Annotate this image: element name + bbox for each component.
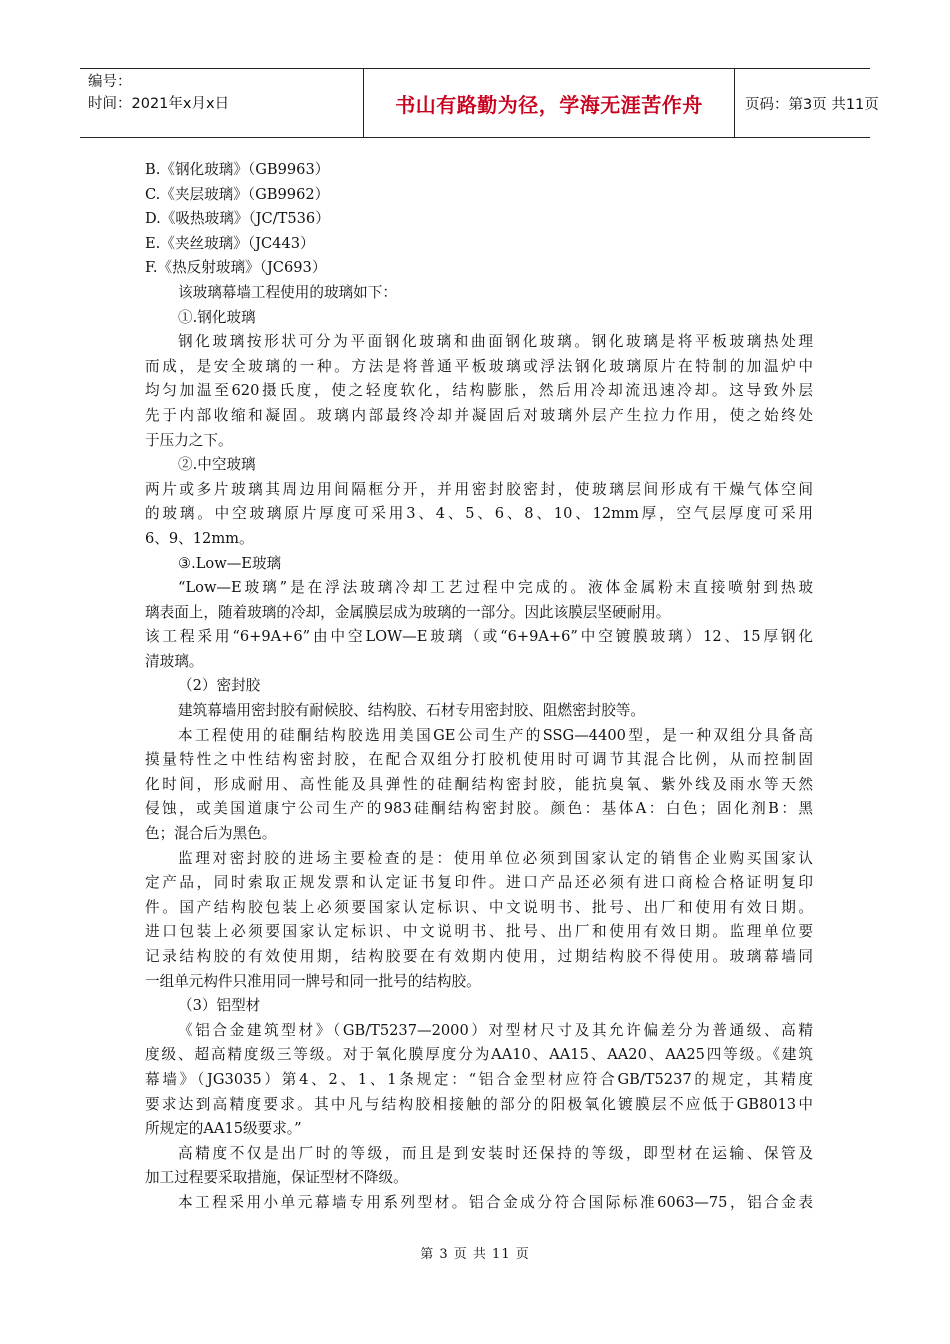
body-text-line: 进口包装上必须要国家认定标识、中文说明书、批号、出厂和使用有效日期。监理单位要 [145, 923, 813, 941]
body-text-line: 加工过程要采取措施，保证型材不降级。 [145, 1169, 408, 1187]
body-text-line: 记录结构胶的有效使用期，结构胶要在有效期内使用，过期结构胶不得使用。玻璃幕墙同 [145, 948, 813, 965]
body-text-line: 要求达到高精度要求。其中凡与结构胶相接触的部分的阳极氧化镀膜层不应低于GB8013中 [145, 1095, 813, 1113]
body-text-line: 该工程采用“6+9A+6”由中空LOW—E玻璃（或“6+9A+6”中空镀膜玻璃）12、15厚钢化 [145, 628, 813, 646]
header-meta [88, 71, 288, 115]
body-text-line: 而成，是安全玻璃的一种。方法是将普通平板玻璃或浮法钢化玻璃原片在特制的加温炉中 [145, 357, 813, 375]
body-text-line: 本工程采用小单元幕墙专用系列型材。铝合金成分符合国际标准6063—75，铝合金表 [178, 1193, 813, 1211]
body-text-line: 该玻璃幕墙工程使用的玻璃如下： [178, 283, 397, 301]
page-header [80, 68, 879, 138]
body-text-line: C.《夹层玻璃》（GB9962） [145, 185, 330, 203]
body-text-line: 定产品，同时索取正规发票和认定证书复印件。进口产品还必须有进口商检合格证明复印 [145, 874, 813, 892]
body-text-line: 度级、超高精度级三等级。对于氧化膜厚度分为AA10、AA15、AA20、AA25四等级。《建筑 [145, 1046, 813, 1064]
body-text-line: 建筑幕墙用密封胶有耐候胶、结构胶、石材专用密封胶、阻燃密封胶等。 [178, 702, 646, 720]
body-text-line: 摸量特性之中性结构密封胶，在配合双组分打胶机使用时可调节其混合比例，从而控制固 [145, 751, 813, 769]
body-text-line: 璃表面上，随着玻璃的冷却，金属膜层成为玻璃的一部分。因此该膜层坚硬耐用。 [145, 603, 671, 621]
body-text-line: ②.中空玻璃 [178, 456, 256, 474]
page-footer: 第 3 页 共 11 页 [420, 1247, 530, 1262]
body-text-line: 件。国产结构胶包装上必须要国家认定标识、中文说明书、批号、出厂和使用有效日期。 [145, 898, 813, 916]
body-text-line: 钢化玻璃按形状可分为平面钢化玻璃和曲面钢化玻璃。钢化玻璃是将平板玻璃热处理 [178, 333, 813, 351]
body-text-line: 一组单元构件只准用同一牌号和同一批号的结构胶。 [145, 972, 481, 990]
body-text-line: 清玻璃。 [145, 652, 204, 670]
header-page-number: 页码：第3页 共11页 [745, 96, 879, 113]
body-text-line: （3）铝型材 [178, 997, 261, 1015]
body-text-line: 侵蚀，或美国道康宁公司生产的983硅酮结构密封胶。颜色：基体A：白色；固化剂B：黑 [145, 800, 813, 818]
body-text-line: ③.Low—E玻璃 [178, 554, 282, 572]
body-text-line: 6、9、12mm。 [145, 529, 254, 547]
document-body [145, 158, 813, 1216]
body-text-line: 先于内部收缩和凝固。玻璃内部最终冷却并凝固后对玻璃外层产生拉力作用，使之始终处 [145, 406, 813, 424]
header-motto: 书山有路勤为径，学海无涯苦作舟 [363, 69, 735, 137]
body-text-line: 均匀加温至620摄氏度，使之轻度软化，结构膨胀，然后用冷却流迅速冷却。这导致外层 [145, 382, 813, 400]
body-text-line: 的玻璃。中空玻璃原片厚度可采用3、4、5、6、8、10、12mm厚，空气层厚度可采用 [145, 505, 813, 523]
body-text-line: 本工程使用的硅酮结构胶选用美国GE公司生产的SSG—4400型，是一种双组分具备高 [178, 726, 813, 744]
serial-number-label: 编号： [88, 74, 132, 90]
body-text-line: 幕墙》（JG3035）第4、2、1、1条规定：“铝合金型材应符合GB/T5237的规定，其精度 [145, 1070, 813, 1088]
body-text-line: 化时间，形成耐用、高性能及具弹性的硅酮结构密封胶，能抗臭氧、紫外线及雨水等天然 [145, 775, 813, 793]
body-text-line: “Low—E玻璃”是在浮法玻璃冷却工艺过程中完成的。液体金属粉末直接喷射到热玻 [178, 579, 813, 597]
body-text-line: 《铝合金建筑型材》（GB/T5237—2000）对型材尺寸及其允许偏差分为普通级、高精 [178, 1021, 813, 1039]
body-text-line: B.《钢化玻璃》（GB9963） [145, 161, 330, 178]
body-text-line: （2）密封胶 [178, 677, 261, 695]
body-text-line: 色；混合后为黑色。 [145, 825, 277, 843]
body-text-line: 所规定的AA15级要求。” [145, 1120, 302, 1138]
body-text-line: E.《夹丝玻璃》（JC443） [145, 234, 315, 252]
body-text-line: D.《吸热玻璃》（JC/T536） [145, 210, 330, 228]
body-text-line: ①.钢化玻璃 [178, 308, 256, 326]
body-text-line: 高精度不仅是出厂时的等级，而且是到安装时还保持的等级，即型材在运输、保管及 [178, 1144, 813, 1162]
date-label: 时间：2021年x月x日 [88, 96, 230, 112]
body-text-line: 两片或多片玻璃其周边用间隔框分开，并用密封胶密封，使玻璃层间形成有干燥气体空间 [145, 480, 813, 498]
body-text-line: 监理对密封胶的进场主要检查的是：使用单位必须到国家认定的销售企业购买国家认 [178, 849, 813, 867]
body-text-line: F.《热反射玻璃》（JC693） [145, 259, 327, 277]
body-text-line: 于压力之下。 [145, 431, 233, 449]
